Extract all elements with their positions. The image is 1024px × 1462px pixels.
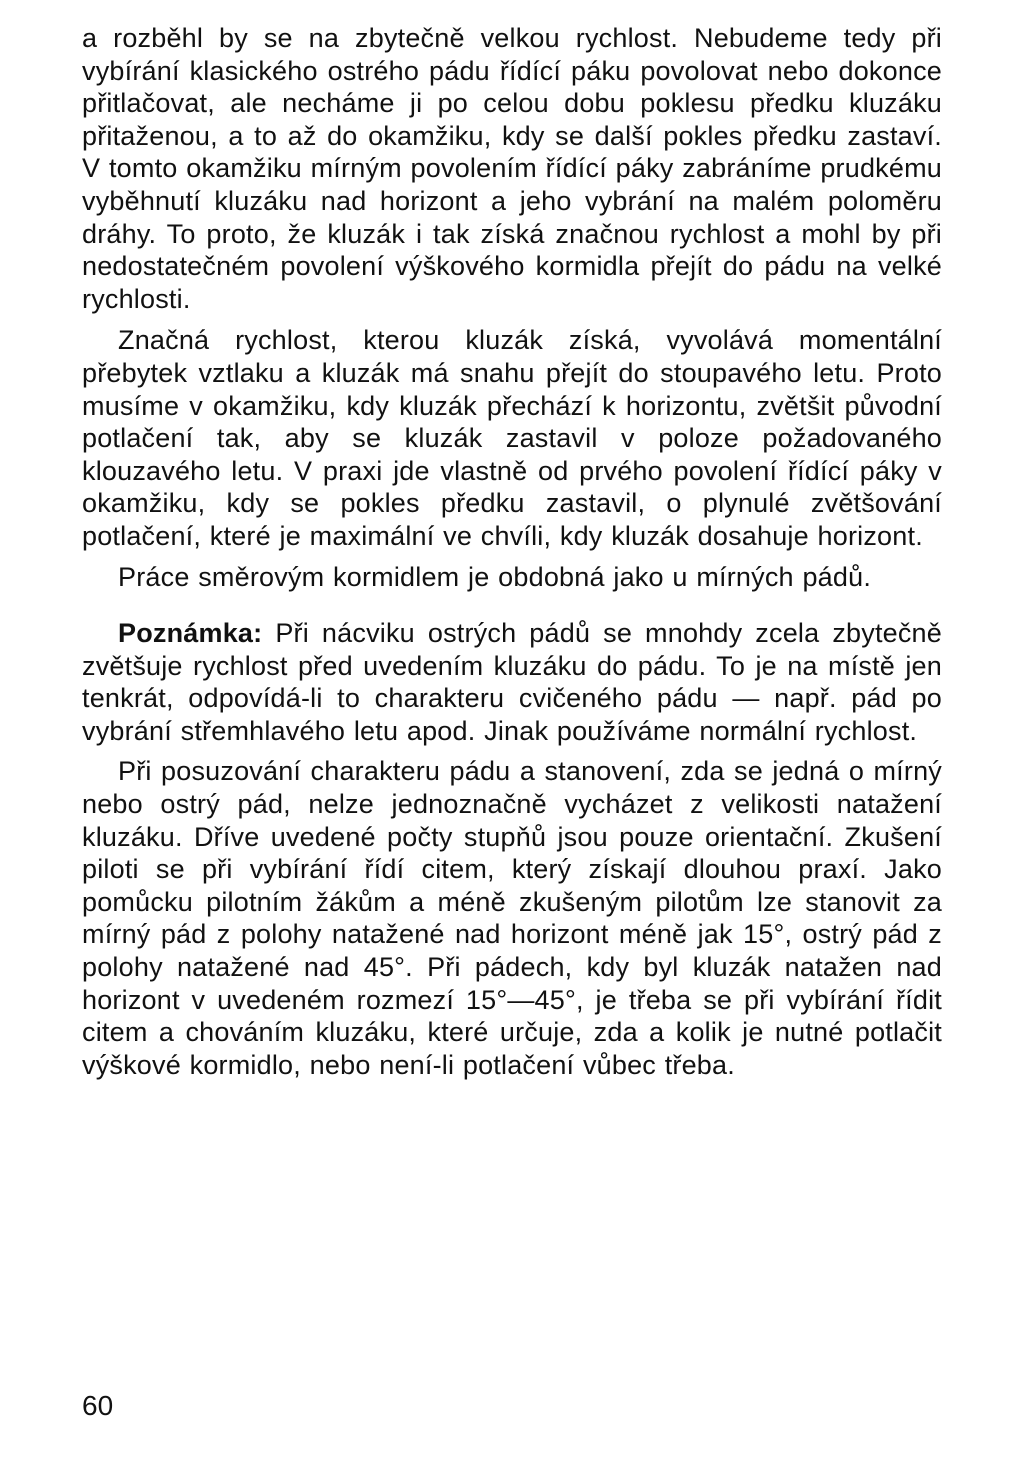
paragraph-note: [82, 617, 942, 747]
paragraph-rudder: Práce směrovým kormidlem je obdobná jako u mírných pádů.: [118, 561, 872, 592]
note-label: Poznámka:: [118, 618, 263, 649]
paragraph-continuation: a rozběhl by se na zbytečně velkou rychlost. Nebudeme tedy při vybírání klasického ostrého pádu řídící páku povolovat nebo dokonce přitlačovat, ale necháme ji po celou dobu poklesu předku kluzáku přitaženou, a to až do okamžiku, kdy se další pokles předku zastaví. V tomto okamžiku mírným povolením řídící páky zabráníme prudkému vyběhnutí kluzáku nad horizont a jeho vybrání na malém poloměru dráhy. To proto, že kluzák i tak získá značnou rychlost a mohl by při nedostatečném povolení výškového kormidla přejít do pádu na velké rychlosti.: [82, 23, 942, 314]
note-text: Při nácviku ostrých pádů se mnohdy zcela zbytečně zvětšuje rychlost před uvedením kluzáku do pádu. To je na místě jen tenkrát, odpovídá-li to charakteru cvičeného pádu — např. pád po vybrání střemhlavého letu apod. Jinak používáme normální rychlost.: [82, 618, 942, 746]
paragraph-assessment: Při posuzování charakteru pádu a stanovení, zda se jedná o mírný nebo ostrý pád, nelze jednoznačně vycházet z velikosti natažení kluzáku. Dříve uvedené počty stupňů jsou pouze orientační. Zkušení piloti se při vybírání řídí citem, který získají dlouhou praxí. Jako pomůcku pilotním žákům a méně zkušeným pilotům lze stanovit za mírný pád z polohy natažené nad horizont méně jak 15°, ostrý pád z polohy natažené nad 45°. Při pádech, kdy byl kluzák natažen nad horizont v uvedeném rozmezí 15°—45°, je třeba se při vybírání řídit citem a chováním kluzáku, které určuje, zda a kolik je nutné potlačit výškové kormidlo, nebo není-li potlačení vůbec třeba.: [82, 756, 942, 1080]
paragraph-speed-effect: Značná rychlost, kterou kluzák získá, vyvolává momentální přebytek vztlaku a kluzák má snahu přejít do stoupavého letu. Proto musíme v okamžiku, kdy kluzák přechází k horizontu, zvětšit původní potlačení tak, aby se kluzák zastavil v poloze požadovaného klouzavého letu. V praxi jde vlastně od prvého povolení řídící páky v okamžiku, kdy se pokles předku zastavil, o plynulé zvětšování potlačení, které je maximální ve chvíli, kdy kluzák dosahuje horizont.: [82, 325, 942, 551]
page-number: 60: [82, 1390, 114, 1421]
page-body: [82, 22, 942, 1081]
